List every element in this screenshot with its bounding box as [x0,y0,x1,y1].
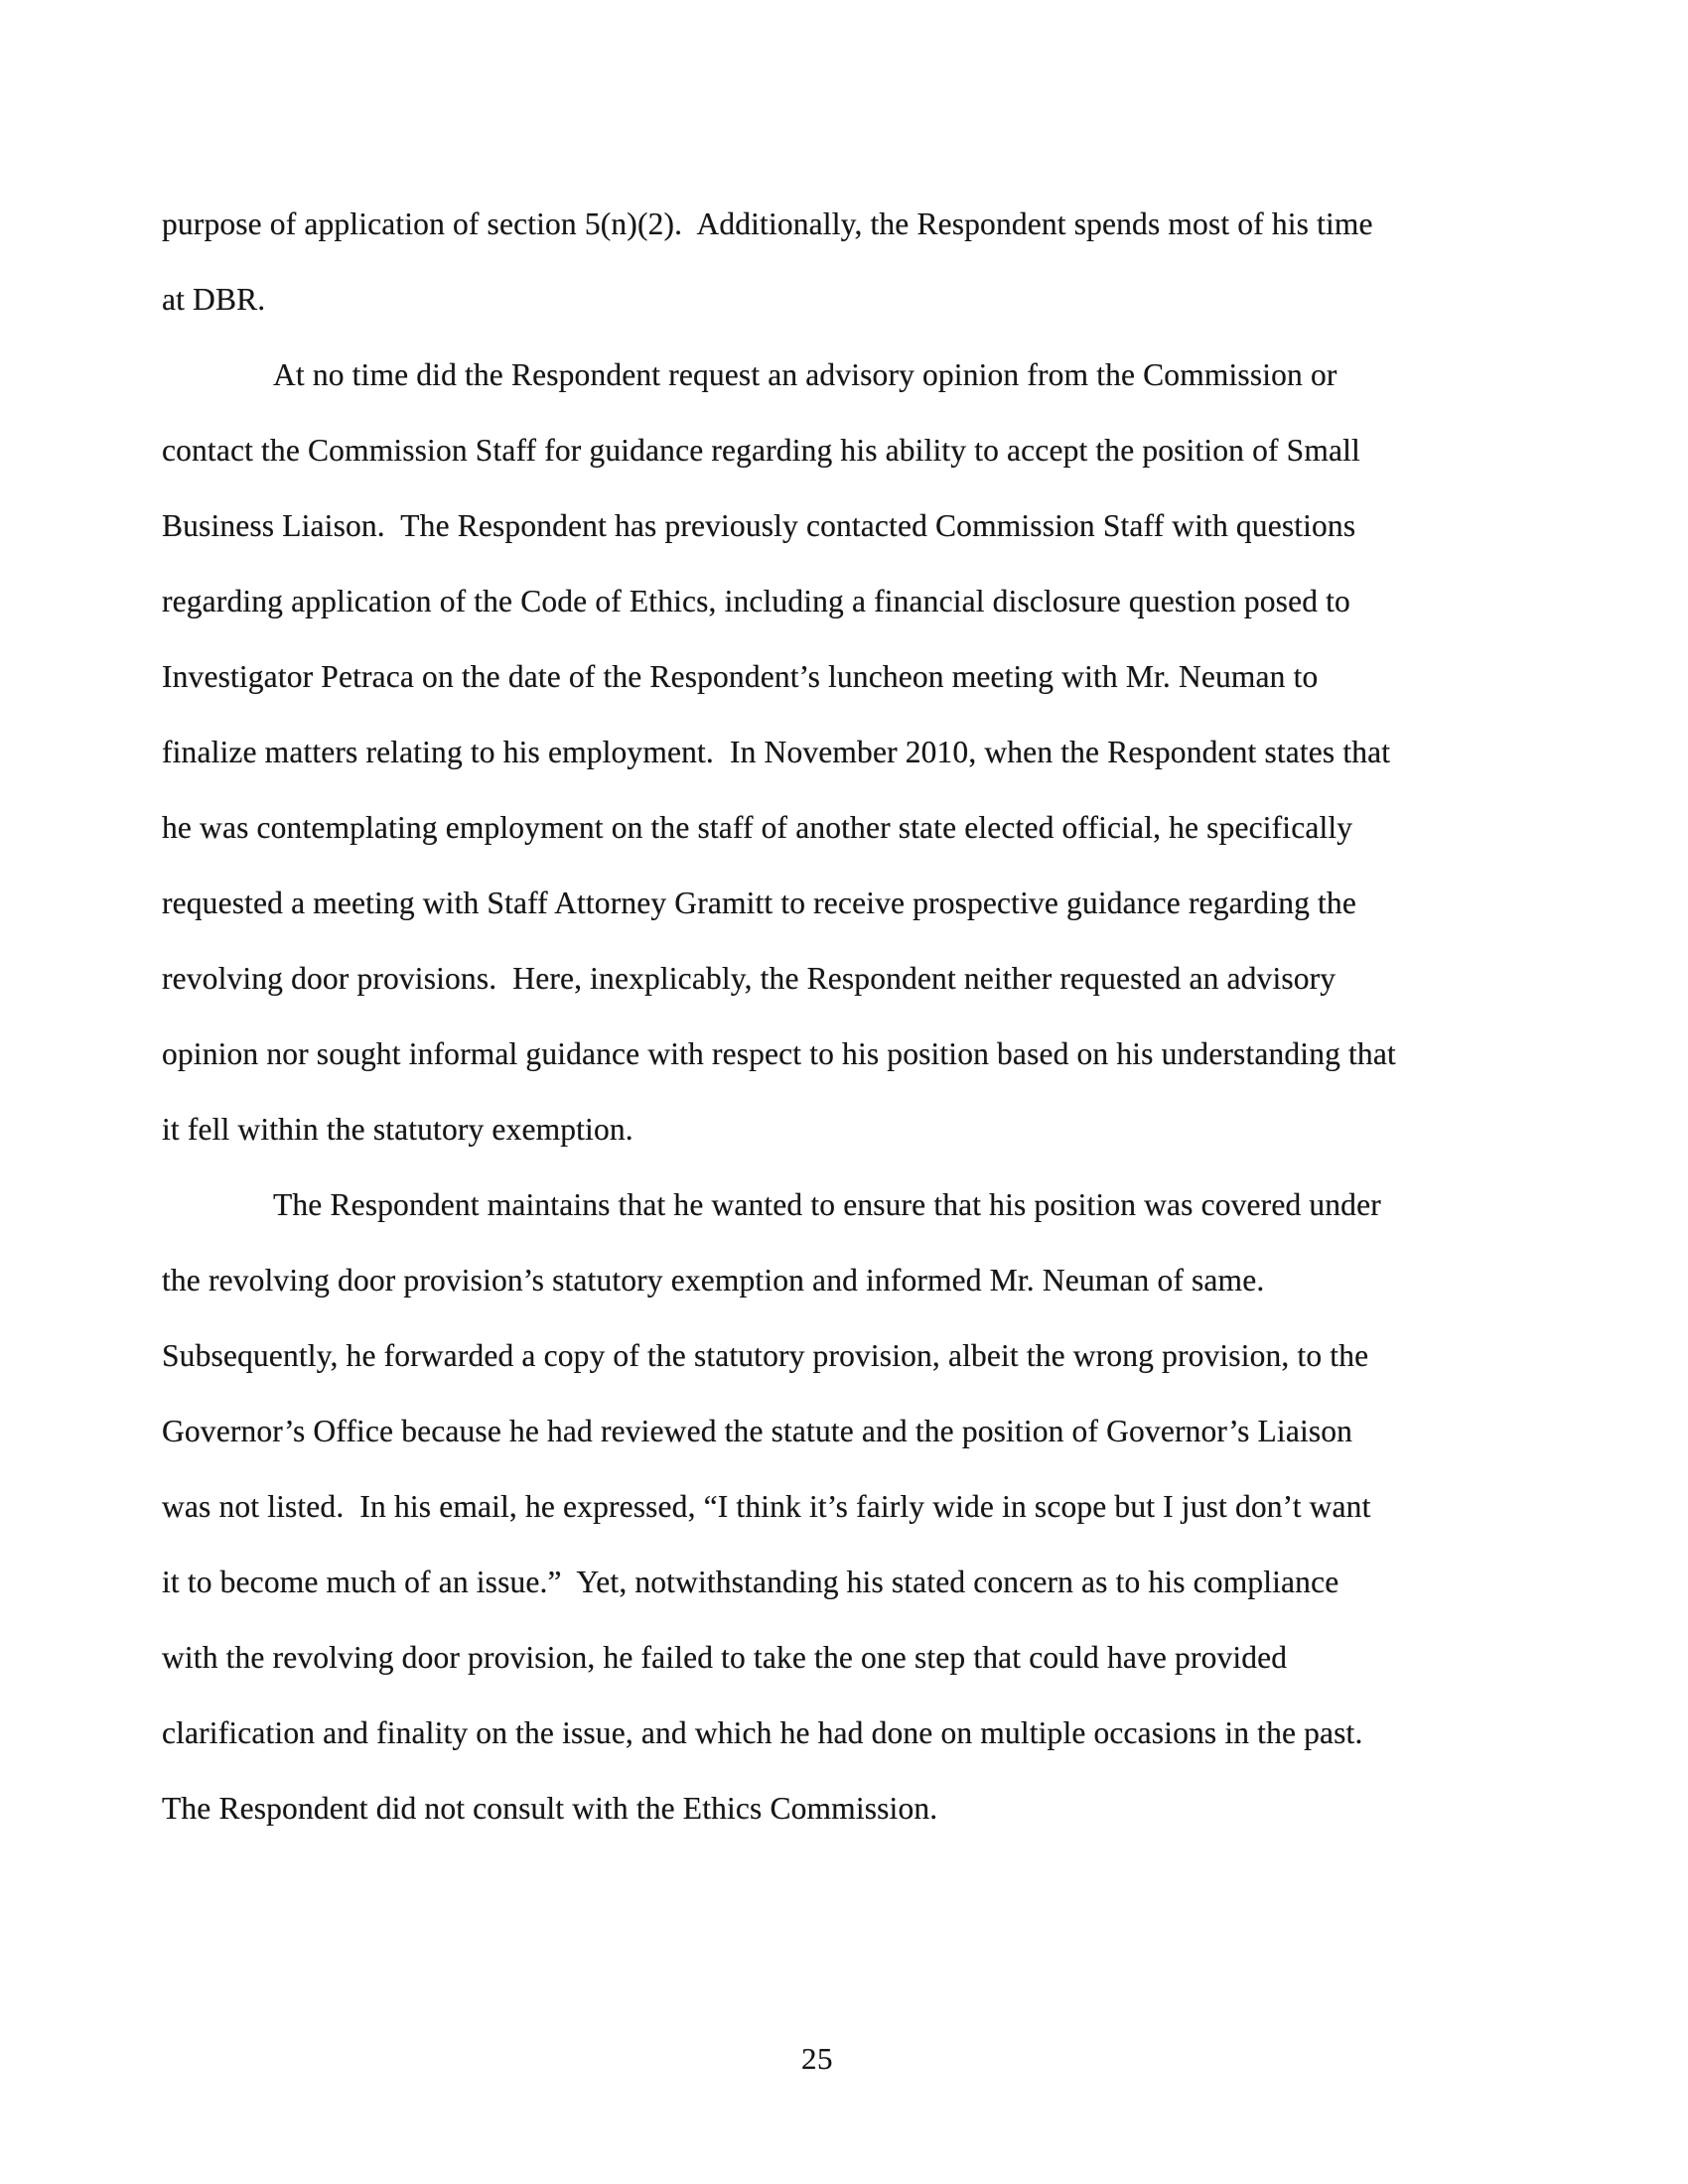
text-line: contact the Commission Staff for guidance regarding his ability to accept the position of Small [162,433,1360,468]
text-line: Subsequently, he forwarded a copy of the statutory provision, albeit the wrong provision, to the [162,1338,1369,1373]
text-line: Business Liaison. The Respondent has previously contacted Commission Staff with questions [162,508,1356,543]
text-line: it fell within the statutory exemption. [162,1112,633,1147]
text-line: regarding application of the Code of Ethics, including a financial disclosure question posed to [162,584,1350,618]
text-line: the revolving door provision’s statutory exemption and informed Mr. Neuman of same. [162,1263,1265,1297]
text-line: requested a meeting with Staff Attorney Gramitt to receive prospective guidance regarding the [162,886,1356,920]
text-line: opinion nor sought informal guidance with respect to his position based on his understanding that [162,1036,1396,1071]
text-line: it to become much of an issue.” Yet, notwithstanding his stated concern as to his compliance [162,1565,1339,1599]
text-line: Investigator Petraca on the date of the Respondent’s luncheon meeting with Mr. Neuman to [162,659,1319,694]
text-line: The Respondent did not consult with the Ethics Commission. [162,1791,938,1826]
text-line: purpose of application of section 5(n)(2). Additionally, the Respondent spends most of his time [162,206,1373,241]
text-line: at DBR. [162,282,266,317]
text-line: clarification and finality on the issue, and which he had done on multiple occasions in the past. [162,1715,1363,1750]
text-line: The Respondent maintains that he wanted to ensure that his position was covered under [273,1187,1381,1222]
text-line: Governor’s Office because he had reviewed the statute and the position of Governor’s Liaison [162,1414,1353,1448]
text-line: he was contemplating employment on the staff of another state elected official, he specifically [162,810,1353,845]
text-line: was not listed. In his email, he expressed, “I think it’s fairly wide in scope but I just don’t want [162,1489,1371,1524]
text-block [162,187,1537,1846]
text-line: finalize matters relating to his employment. In November 2010, when the Respondent states that [162,735,1391,769]
page-number: 25 [801,2041,833,2076]
text-line: with the revolving door provision, he failed to take the one step that could have provided [162,1640,1288,1675]
text-line: At no time did the Respondent request an advisory opinion from the Commission or [273,357,1337,392]
text-line: revolving door provisions. Here, inexplicably, the Respondent neither requested an advisory [162,961,1336,996]
